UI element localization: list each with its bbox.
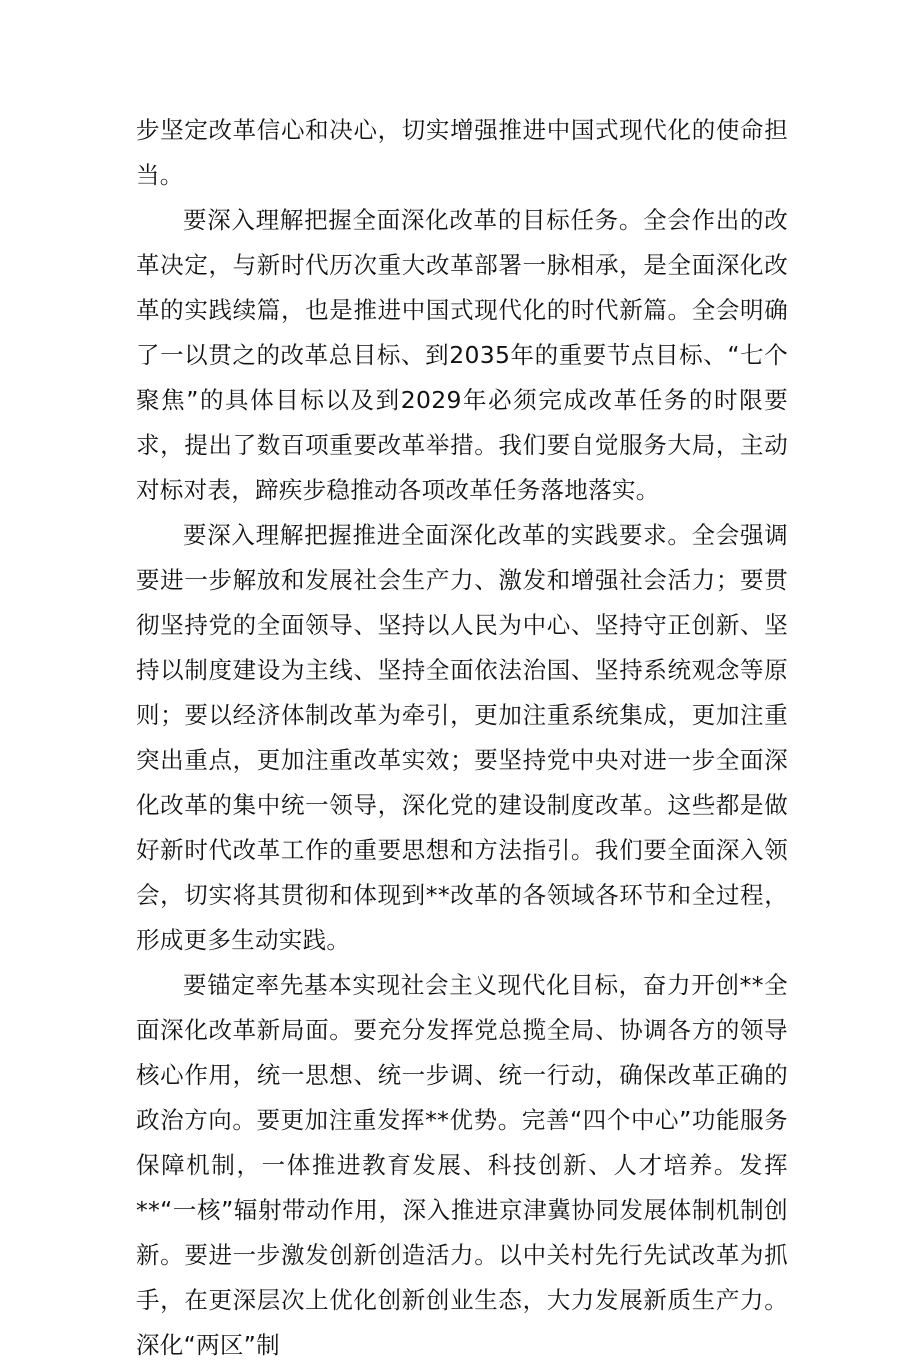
paragraph-new-situation: 要锚定率先基本实现社会主义现代化目标，奋力开创**全面深化改革新局面。要充分发挥党总揽全局、协调各方的领导核心作用，统一思想、统一步调、统一行动，确保改革正确的政治方向。要更加注重发挥**优势。完善“四个中心”功能服务保障机制，一体推进教育发展、科技创新、人才培养。发挥**“一核”辐射带动作用，深入推进京津冀协同发展体制机制创新。要进一步激发创新创造活力。以中关村先行先试改革为抓手，在更深层次上优化创新创业生态，大力发展新质生产力。深化“两区”制 (136, 971, 788, 1359)
paragraph-practice-requirements: 要深入理解把握推进全面深化改革的实践要求。全会强调要进一步解放和发展社会生产力、激发和增强社会活力；要贯彻坚持党的全面领导、坚持以人民为中心、坚持守正创新、坚持以制度建设为主线、坚持全面依法治国、坚持系统观念等原则；要以经济体制改革为牵引，更加注重系统集成，更加注重突出重点，更加注重改革实效；要坚持党中央对进一步全面深化改革的集中统一领导，深化党的建设制度改革。这些都是做好新时代改革工作的重要思想和方法指引。我们要全面深入领会，切实将其贯彻和体现到**改革的各领域各环节和全过程，形成更多生动实践。 (136, 521, 788, 954)
paragraph-goals-tasks: 要深入理解把握全面深化改革的目标任务。全会作出的改革决定，与新时代历次重大改革部署一脉相承，是全面深化改革的实践续篇，也是推进中国式现代化的时代新篇。全会明确了一以贯之的改革总目标、到2035年的重要节点目标、“七个聚焦”的具体目标以及到2029年必须完成改革任务的时限要求，提出了数百项重要改革举措。我们要自觉服务大局，主动对标对表，蹄疾步稳推动各项改革任务落地落实。 (136, 206, 788, 504)
document-body (136, 108, 788, 1368)
paragraph-continuation: 步坚定改革信心和决心，切实增强推进中国式现代化的使命担当。 (136, 116, 788, 189)
